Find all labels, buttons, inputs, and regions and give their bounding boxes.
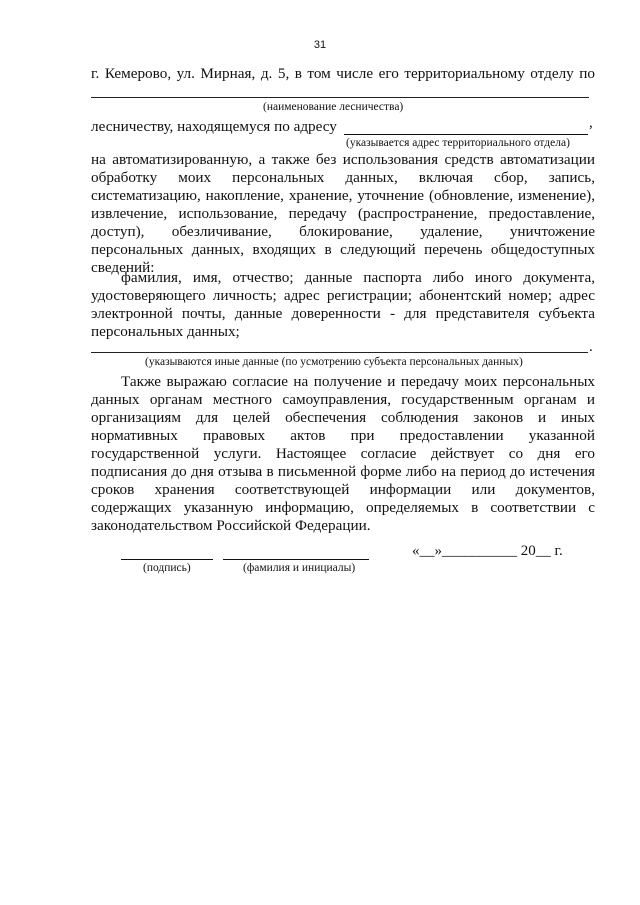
signature-caption: (подпись) — [143, 562, 191, 574]
consent-paragraph: Также выражаю согласие на получение и передачу моих персональных данных органам местного самоуправления, государственным органам и организациям для целей обеспечения соблюдения законов и иных нормативных правовых актов при предоставлении указанной государственной услуги. Настоящее согласие действует со дня его подписания до дня отзыва в письменной форме либо на период до истечения сроков хранения соответствующей информации или документов, содержащих указанную информацию, определяемых в соответствии с законодательством Российской Федерации. — [91, 373, 595, 534]
other-data-underline — [91, 352, 588, 353]
page-number: 31 — [313, 39, 327, 51]
address-comma: , — [589, 115, 593, 131]
forestry-name-underline — [91, 97, 589, 98]
forestry-address-text: лесничеству, находящемуся по адресу — [91, 118, 337, 135]
data-list-paragraph: фамилия, имя, отчество; данные паспорта либо иного документа, удостоверяющего личность; адрес регистрации; абонентский номер; адрес электронной почты, данные доверенности - для представителя субъекта персональных данных; — [91, 269, 595, 340]
name-initials-field[interactable] — [223, 559, 369, 560]
other-data-period: . — [589, 339, 593, 355]
territorial-address-underline — [344, 134, 588, 135]
signature-field[interactable] — [121, 559, 213, 560]
address-line: г. Кемерово, ул. Мирная, д. 5, в том числе его территориальному отделу по — [91, 65, 595, 82]
name-initials-caption: (фамилия и инициалы) — [243, 562, 356, 574]
processing-paragraph: на автоматизированную, а также без использования средств автоматизации обработку моих персональных данных, включая сбор, запись, систематизацию, накопление, хранение, уточнение (обновление, изменение), извлечение, использование, передачу (распространение, предоставление, доступ), обезличивание, блокирование, удаление, уничтожение персональных данных, входящих в следующий перечень общедоступных сведений: — [91, 151, 595, 276]
forestry-name-caption: (наименование лесничества) — [263, 101, 404, 113]
territorial-address-caption: (указывается адрес территориального отдела) — [346, 137, 570, 149]
other-data-caption: (указываются иные данные (по усмотрению субъекта персональных данных) — [145, 356, 523, 368]
date-field[interactable]: «__»__________ 20__ г. — [412, 543, 563, 559]
